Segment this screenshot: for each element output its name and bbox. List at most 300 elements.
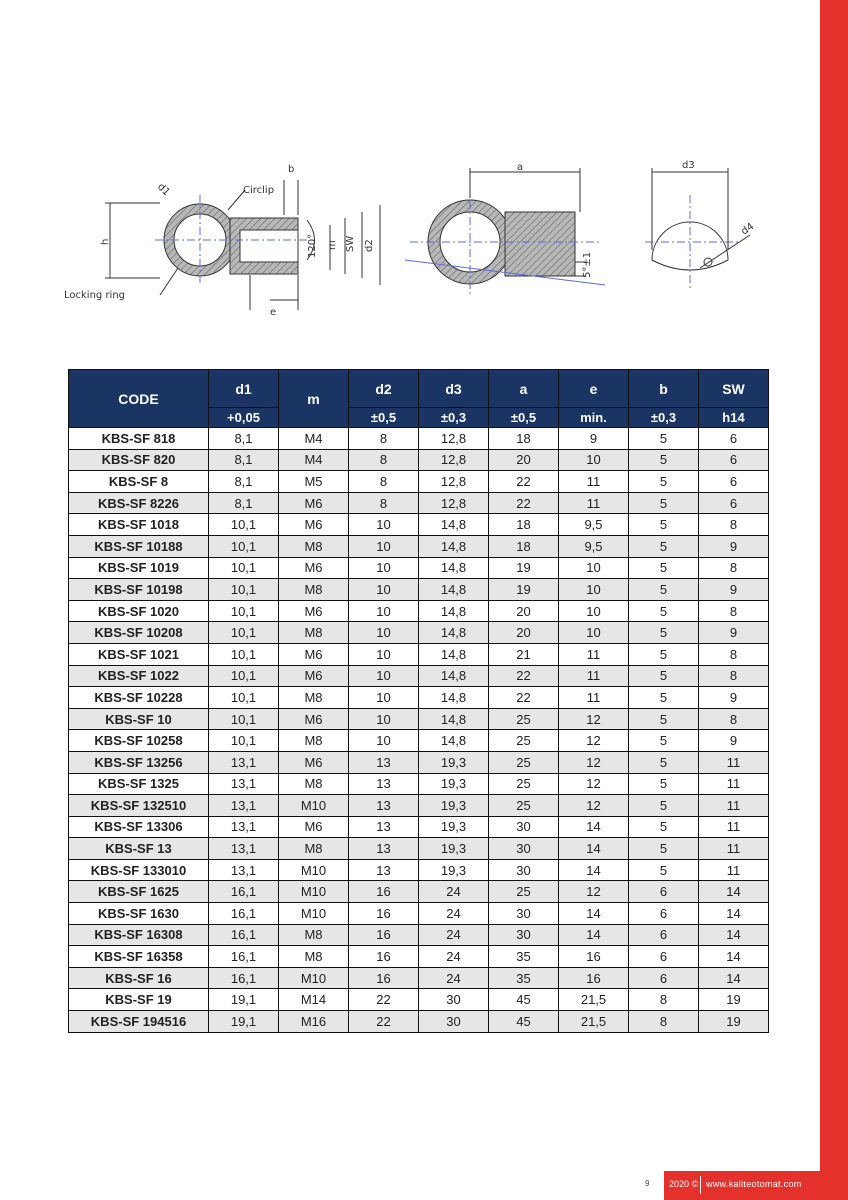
cell-e: 9,5 <box>559 514 629 536</box>
front-section-drawing <box>405 168 605 295</box>
cell-a: 25 <box>489 773 559 795</box>
cell-code: KBS-SF 10208 <box>69 622 209 644</box>
cell-code: KBS-SF 194516 <box>69 1011 209 1033</box>
cell-d1: 13,1 <box>209 751 279 773</box>
cell-a: 35 <box>489 967 559 989</box>
cell-d1: 13,1 <box>209 773 279 795</box>
cell-code: KBS-SF 10258 <box>69 730 209 752</box>
cell-sw: 8 <box>699 643 769 665</box>
page-number: 9 <box>645 1179 650 1188</box>
cell-d3: 14,8 <box>419 579 489 601</box>
header-b: b <box>629 370 699 408</box>
cell-b: 8 <box>629 989 699 1011</box>
cell-d3: 12,8 <box>419 428 489 450</box>
table-row <box>69 428 769 450</box>
cell-sw: 11 <box>699 816 769 838</box>
cell-code: KBS-SF 1019 <box>69 557 209 579</box>
tolerance-b: ±0,3 <box>629 408 699 428</box>
cell-m: M8 <box>279 924 349 946</box>
cell-a: 45 <box>489 989 559 1011</box>
cell-d2: 8 <box>349 449 419 471</box>
cell-sw: 11 <box>699 773 769 795</box>
cell-code: KBS-SF 8 <box>69 471 209 493</box>
cell-m: M8 <box>279 579 349 601</box>
cell-e: 11 <box>559 643 629 665</box>
cell-m: M10 <box>279 903 349 925</box>
cell-b: 5 <box>629 471 699 493</box>
cell-d2: 16 <box>349 946 419 968</box>
cell-sw: 14 <box>699 946 769 968</box>
cell-d1: 16,1 <box>209 946 279 968</box>
cell-d3: 12,8 <box>419 471 489 493</box>
cell-b: 5 <box>629 816 699 838</box>
tolerance-a: ±0,5 <box>489 408 559 428</box>
table-row <box>69 967 769 989</box>
drawing-svg <box>60 150 820 330</box>
cell-d2: 13 <box>349 773 419 795</box>
cell-d2: 16 <box>349 967 419 989</box>
cell-m: M6 <box>279 492 349 514</box>
cell-m: M6 <box>279 816 349 838</box>
cell-code: KBS-SF 8226 <box>69 492 209 514</box>
cell-e: 10 <box>559 557 629 579</box>
cell-d1: 10,1 <box>209 708 279 730</box>
cell-m: M10 <box>279 881 349 903</box>
cell-d1: 10,1 <box>209 730 279 752</box>
header-a: a <box>489 370 559 408</box>
table-row <box>69 751 769 773</box>
cell-b: 6 <box>629 903 699 925</box>
cell-d2: 10 <box>349 600 419 622</box>
cell-sw: 11 <box>699 795 769 817</box>
cell-e: 10 <box>559 579 629 601</box>
cell-d2: 16 <box>349 881 419 903</box>
cell-m: M8 <box>279 838 349 860</box>
cell-d1: 16,1 <box>209 903 279 925</box>
cell-b: 5 <box>629 665 699 687</box>
cell-b: 5 <box>629 751 699 773</box>
cell-a: 22 <box>489 471 559 493</box>
e-label: e <box>270 307 277 318</box>
side-accent-bar <box>820 0 848 1200</box>
b-label: b <box>288 164 295 175</box>
side-section-drawing <box>105 180 380 310</box>
cell-sw: 19 <box>699 1011 769 1033</box>
cell-m: M6 <box>279 708 349 730</box>
cell-m: M8 <box>279 730 349 752</box>
cell-d3: 12,8 <box>419 449 489 471</box>
cell-d2: 10 <box>349 643 419 665</box>
cell-b: 5 <box>629 643 699 665</box>
d3-label: d3 <box>682 160 695 171</box>
cell-sw: 9 <box>699 730 769 752</box>
table-row <box>69 946 769 968</box>
cell-a: 30 <box>489 838 559 860</box>
table-row <box>69 924 769 946</box>
cell-m: M10 <box>279 795 349 817</box>
cell-d1: 10,1 <box>209 557 279 579</box>
table-row <box>69 989 769 1011</box>
cell-code: KBS-SF 1020 <box>69 600 209 622</box>
cell-d2: 10 <box>349 665 419 687</box>
cell-m: M16 <box>279 1011 349 1033</box>
cell-sw: 9 <box>699 687 769 709</box>
table-row <box>69 665 769 687</box>
cell-e: 11 <box>559 687 629 709</box>
cell-code: KBS-SF 1325 <box>69 773 209 795</box>
cell-e: 12 <box>559 773 629 795</box>
table-row <box>69 708 769 730</box>
table-row <box>69 730 769 752</box>
cell-b: 5 <box>629 687 699 709</box>
cell-a: 25 <box>489 881 559 903</box>
cell-a: 30 <box>489 924 559 946</box>
cell-a: 21 <box>489 643 559 665</box>
cell-d3: 30 <box>419 1011 489 1033</box>
angle-label: 120° <box>307 233 318 258</box>
cell-d1: 10,1 <box>209 535 279 557</box>
cell-d3: 19,3 <box>419 859 489 881</box>
cell-e: 16 <box>559 967 629 989</box>
cell-b: 5 <box>629 557 699 579</box>
cell-a: 20 <box>489 449 559 471</box>
cell-d3: 19,3 <box>419 816 489 838</box>
cell-d2: 16 <box>349 924 419 946</box>
cell-d3: 24 <box>419 946 489 968</box>
cell-sw: 8 <box>699 557 769 579</box>
cell-code: KBS-SF 132510 <box>69 795 209 817</box>
cell-m: M8 <box>279 535 349 557</box>
cell-d2: 10 <box>349 514 419 536</box>
table-body <box>69 428 769 1033</box>
cell-a: 18 <box>489 514 559 536</box>
cell-a: 30 <box>489 859 559 881</box>
cell-a: 25 <box>489 751 559 773</box>
footer-divider <box>700 1176 701 1194</box>
circlip-label: Circlip <box>243 185 275 196</box>
cell-e: 9 <box>559 428 629 450</box>
table-row <box>69 557 769 579</box>
cell-e: 12 <box>559 881 629 903</box>
cell-code: KBS-SF 10228 <box>69 687 209 709</box>
cell-a: 25 <box>489 795 559 817</box>
cell-d1: 8,1 <box>209 449 279 471</box>
cell-sw: 8 <box>699 514 769 536</box>
footer-brand-box <box>664 1171 848 1200</box>
cell-d1: 10,1 <box>209 622 279 644</box>
ball-drawing <box>645 168 750 290</box>
cell-e: 14 <box>559 859 629 881</box>
cell-d2: 10 <box>349 730 419 752</box>
cell-d1: 19,1 <box>209 1011 279 1033</box>
cell-sw: 19 <box>699 989 769 1011</box>
cell-e: 14 <box>559 838 629 860</box>
cell-m: M8 <box>279 773 349 795</box>
cell-d1: 10,1 <box>209 579 279 601</box>
tolerance-e: min. <box>559 408 629 428</box>
cell-a: 22 <box>489 687 559 709</box>
cell-d2: 13 <box>349 751 419 773</box>
cell-a: 19 <box>489 557 559 579</box>
tolerance-d1: +0,05 <box>209 408 279 428</box>
cell-e: 14 <box>559 816 629 838</box>
cell-b: 6 <box>629 946 699 968</box>
cell-sw: 6 <box>699 449 769 471</box>
cell-b: 5 <box>629 492 699 514</box>
cell-d3: 14,8 <box>419 665 489 687</box>
cell-b: 5 <box>629 449 699 471</box>
cell-d2: 8 <box>349 471 419 493</box>
cell-d2: 10 <box>349 557 419 579</box>
cell-code: KBS-SF 13256 <box>69 751 209 773</box>
cell-sw: 8 <box>699 708 769 730</box>
cell-d2: 10 <box>349 579 419 601</box>
spec-table <box>68 369 769 1033</box>
cell-sw: 14 <box>699 881 769 903</box>
cell-d3: 19,3 <box>419 773 489 795</box>
cell-a: 30 <box>489 816 559 838</box>
cell-d1: 10,1 <box>209 665 279 687</box>
cell-b: 5 <box>629 535 699 557</box>
cell-a: 18 <box>489 428 559 450</box>
footer-year: 2020 © <box>669 1179 699 1189</box>
table-header <box>69 370 769 428</box>
cell-a: 22 <box>489 492 559 514</box>
cell-sw: 11 <box>699 838 769 860</box>
cell-e: 10 <box>559 622 629 644</box>
cell-e: 12 <box>559 708 629 730</box>
cell-e: 9,5 <box>559 535 629 557</box>
cell-code: KBS-SF 16308 <box>69 924 209 946</box>
cell-d1: 10,1 <box>209 514 279 536</box>
cell-d1: 13,1 <box>209 816 279 838</box>
cell-e: 11 <box>559 665 629 687</box>
cell-d3: 24 <box>419 903 489 925</box>
cell-d3: 14,8 <box>419 622 489 644</box>
table-row <box>69 535 769 557</box>
cell-d3: 19,3 <box>419 751 489 773</box>
cell-b: 5 <box>629 622 699 644</box>
d1-label: d1 <box>155 181 172 199</box>
cell-a: 25 <box>489 708 559 730</box>
cell-m: M4 <box>279 428 349 450</box>
cell-m: M4 <box>279 449 349 471</box>
cell-d1: 19,1 <box>209 989 279 1011</box>
cell-e: 14 <box>559 903 629 925</box>
cell-sw: 8 <box>699 665 769 687</box>
cell-a: 45 <box>489 1011 559 1033</box>
cell-d2: 10 <box>349 622 419 644</box>
cell-e: 11 <box>559 492 629 514</box>
header-m: m <box>279 370 349 428</box>
cell-m: M5 <box>279 471 349 493</box>
d4-label: d4 <box>739 221 757 238</box>
cell-e: 10 <box>559 449 629 471</box>
cell-d2: 10 <box>349 708 419 730</box>
cell-e: 16 <box>559 946 629 968</box>
cell-d2: 13 <box>349 838 419 860</box>
tolerance-sw: h14 <box>699 408 769 428</box>
header-d3: d3 <box>419 370 489 408</box>
cell-a: 30 <box>489 903 559 925</box>
cell-code: KBS-SF 10188 <box>69 535 209 557</box>
table-row <box>69 1011 769 1033</box>
cell-d1: 13,1 <box>209 795 279 817</box>
cell-code: KBS-SF 10 <box>69 708 209 730</box>
cell-sw: 9 <box>699 579 769 601</box>
cell-code: KBS-SF 10198 <box>69 579 209 601</box>
cell-d1: 10,1 <box>209 643 279 665</box>
cell-m: M6 <box>279 600 349 622</box>
cell-e: 21,5 <box>559 989 629 1011</box>
cell-d3: 12,8 <box>419 492 489 514</box>
cell-code: KBS-SF 13306 <box>69 816 209 838</box>
cell-a: 25 <box>489 730 559 752</box>
cell-b: 5 <box>629 795 699 817</box>
cell-m: M6 <box>279 665 349 687</box>
table-row <box>69 492 769 514</box>
cell-d2: 13 <box>349 795 419 817</box>
cell-d1: 13,1 <box>209 838 279 860</box>
locking-ring-label: Locking ring <box>64 290 126 301</box>
cell-sw: 6 <box>699 471 769 493</box>
table-row <box>69 816 769 838</box>
cell-d1: 10,1 <box>209 687 279 709</box>
cell-d2: 8 <box>349 492 419 514</box>
angle-5-label: 5°±1 <box>582 251 593 278</box>
h-label: h <box>100 238 111 245</box>
footer-website-link[interactable]: www.kaliteotomat.com <box>706 1179 802 1189</box>
cell-d1: 16,1 <box>209 967 279 989</box>
cell-sw: 6 <box>699 428 769 450</box>
cell-code: KBS-SF 16358 <box>69 946 209 968</box>
cell-d3: 14,8 <box>419 514 489 536</box>
a-label: a <box>517 162 524 173</box>
header-sw: SW <box>699 370 769 408</box>
cell-code: KBS-SF 133010 <box>69 859 209 881</box>
cell-d3: 14,8 <box>419 730 489 752</box>
table-row <box>69 579 769 601</box>
cell-e: 11 <box>559 471 629 493</box>
cell-b: 5 <box>629 579 699 601</box>
cell-d2: 13 <box>349 859 419 881</box>
cell-b: 5 <box>629 428 699 450</box>
cell-code: KBS-SF 1018 <box>69 514 209 536</box>
cell-d2: 22 <box>349 989 419 1011</box>
cell-sw: 9 <box>699 622 769 644</box>
cell-e: 12 <box>559 795 629 817</box>
cell-d2: 10 <box>349 687 419 709</box>
cell-d3: 14,8 <box>419 643 489 665</box>
cell-e: 12 <box>559 751 629 773</box>
cell-sw: 6 <box>699 492 769 514</box>
cell-e: 14 <box>559 924 629 946</box>
table-row <box>69 600 769 622</box>
header-d2: d2 <box>349 370 419 408</box>
cell-code: KBS-SF 820 <box>69 449 209 471</box>
header-code: CODE <box>69 370 209 428</box>
cell-d1: 16,1 <box>209 881 279 903</box>
cell-d3: 24 <box>419 967 489 989</box>
table-row <box>69 838 769 860</box>
cell-d1: 8,1 <box>209 492 279 514</box>
cell-b: 5 <box>629 730 699 752</box>
table-row <box>69 622 769 644</box>
cell-a: 18 <box>489 535 559 557</box>
cell-d3: 14,8 <box>419 600 489 622</box>
cell-code: KBS-SF 16 <box>69 967 209 989</box>
cell-d1: 8,1 <box>209 428 279 450</box>
cell-code: KBS-SF 1021 <box>69 643 209 665</box>
cell-code: KBS-SF 1022 <box>69 665 209 687</box>
cell-code: KBS-SF 818 <box>69 428 209 450</box>
cell-m: M8 <box>279 622 349 644</box>
technical-drawings <box>60 150 820 330</box>
table-row <box>69 687 769 709</box>
cell-b: 5 <box>629 708 699 730</box>
cell-d1: 13,1 <box>209 859 279 881</box>
cell-b: 8 <box>629 1011 699 1033</box>
sw-label: SW <box>345 235 356 252</box>
cell-a: 22 <box>489 665 559 687</box>
tolerance-d2: ±0,5 <box>349 408 419 428</box>
cell-a: 19 <box>489 579 559 601</box>
cell-d3: 14,8 <box>419 687 489 709</box>
cell-e: 10 <box>559 600 629 622</box>
table-row <box>69 859 769 881</box>
table-row <box>69 449 769 471</box>
cell-m: M6 <box>279 514 349 536</box>
cell-b: 5 <box>629 773 699 795</box>
table-row <box>69 795 769 817</box>
table-row <box>69 903 769 925</box>
cell-d1: 8,1 <box>209 471 279 493</box>
cell-d2: 22 <box>349 1011 419 1033</box>
cell-sw: 8 <box>699 600 769 622</box>
table-row <box>69 881 769 903</box>
header-d1: d1 <box>209 370 279 408</box>
cell-m: M10 <box>279 859 349 881</box>
cell-e: 21,5 <box>559 1011 629 1033</box>
header-e: e <box>559 370 629 408</box>
cell-m: M6 <box>279 643 349 665</box>
cell-sw: 14 <box>699 903 769 925</box>
table-row <box>69 643 769 665</box>
m-label: m <box>327 240 338 250</box>
cell-code: KBS-SF 19 <box>69 989 209 1011</box>
cell-d3: 14,8 <box>419 535 489 557</box>
cell-d2: 13 <box>349 816 419 838</box>
cell-m: M14 <box>279 989 349 1011</box>
table-row <box>69 514 769 536</box>
cell-e: 12 <box>559 730 629 752</box>
cell-a: 35 <box>489 946 559 968</box>
cell-d3: 24 <box>419 881 489 903</box>
cell-b: 6 <box>629 924 699 946</box>
cell-sw: 14 <box>699 967 769 989</box>
cell-sw: 9 <box>699 535 769 557</box>
cell-m: M6 <box>279 751 349 773</box>
cell-sw: 14 <box>699 924 769 946</box>
cell-b: 6 <box>629 967 699 989</box>
cell-b: 5 <box>629 859 699 881</box>
table-row <box>69 773 769 795</box>
cell-d2: 8 <box>349 428 419 450</box>
cell-b: 6 <box>629 881 699 903</box>
cell-b: 5 <box>629 838 699 860</box>
cell-m: M8 <box>279 687 349 709</box>
cell-d3: 24 <box>419 924 489 946</box>
